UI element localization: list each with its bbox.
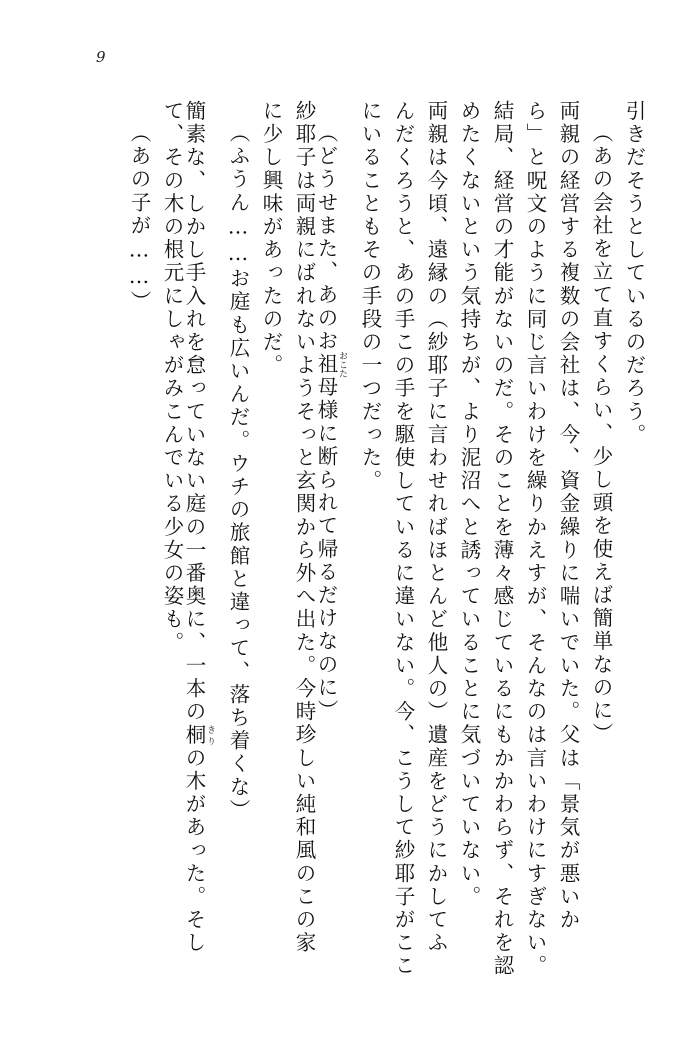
text-line: 引きだそうとしているのだろう。 xyxy=(622,100,646,447)
text-line: んだくろうと、あの手この手を駆使しているに違いない。今、こうして紗耶子がここ xyxy=(391,100,415,978)
ruby-annotation: 桐 きり xyxy=(182,723,215,747)
ruby-annotation: 祖 おこた xyxy=(314,351,347,379)
text-line: 両親の経営する複数の会社は、今、資金繰りに喘いでいた。父は「景気が悪いか xyxy=(556,100,580,932)
text-line: にいることもその手段の一つだった。 xyxy=(358,100,382,493)
text-line: 両親は今頃、遠縁の（紗耶子に言わせればほとんど他人の）遺産をどうにかしてふ xyxy=(424,100,448,955)
text-line: 結局、経営の才能がないのだ。そのことを薄々感じているにもかかわらず、それを認 xyxy=(490,100,514,978)
page-number: 9 xyxy=(96,48,107,66)
text-line: （あの会社を立て直すくらい、少し頭を使えば簡単なのに） xyxy=(589,122,613,746)
text-line: 紗耶子は両親にばれないようそっと玄関から外へ出た。今時珍しい純和風のこの家 xyxy=(292,100,316,955)
text-line: めたくないという気持ちが、より泥沼へと誘っていることに気づいていない。 xyxy=(457,100,481,909)
vertical-text-body xyxy=(58,100,644,1000)
text-line: （あの子が……） xyxy=(127,122,151,314)
text-line: （どうせまた、あのお祖 おこた母様に断られて帰るだけなのに） xyxy=(314,122,347,723)
text-line: て、その木の根元にしゃがみこんでいる少女の姿も。 xyxy=(160,100,184,655)
text-line: ら」と呪文のように同じ言いわけを繰りかえすが、そんなのは言いわけにすぎない。 xyxy=(523,100,547,978)
text-line: （ふうん……お庭も広いんだ。ウチの旅館と違って、落ち着くな） xyxy=(226,122,250,822)
text-line: 簡素な、しかし手入れを怠っていない庭の一番奥に、一本の桐 きりの木があった。そし xyxy=(182,100,215,955)
text-line: に少し興味があったのだ。 xyxy=(259,100,283,378)
